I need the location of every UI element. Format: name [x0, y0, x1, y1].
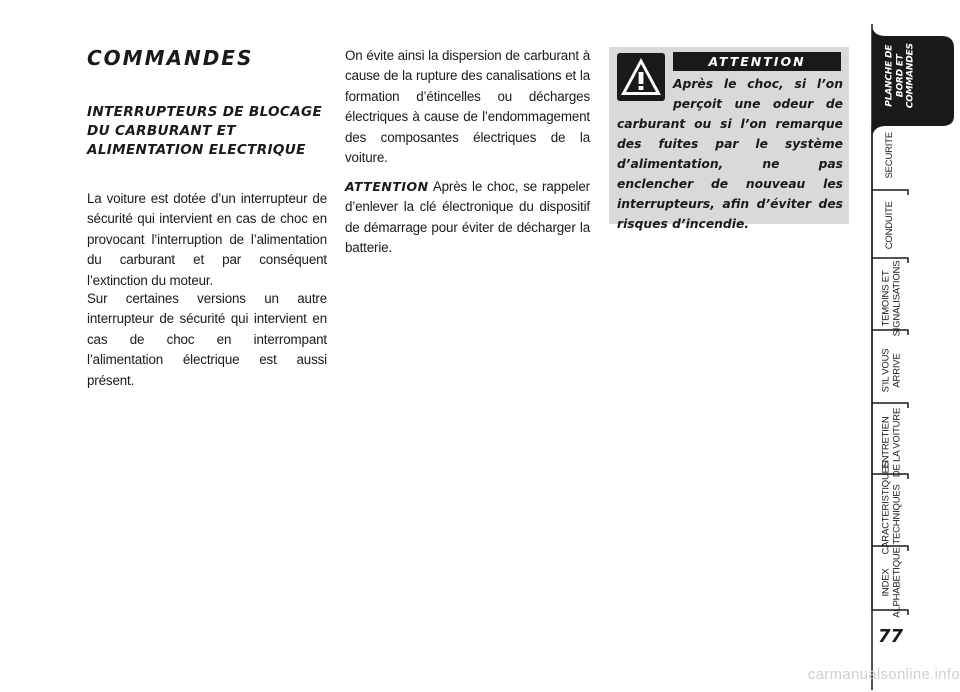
- attention-inline-text: Après le choc, se rappeler d’enlever la clé électronique du dispositif de démarrage pour éviter de décharger la batterie.: [345, 179, 590, 256]
- tab-conduite[interactable]: CONDUITE: [883, 201, 895, 250]
- watermark: carmanualsonline.info: [807, 666, 960, 683]
- page-number: 77: [878, 626, 904, 647]
- tab-planche-de-bord[interactable]: PLANCHE DE BORD ET COMMANDES: [884, 43, 916, 109]
- warning-box: [609, 47, 849, 231]
- tab-sil-vous-arrive[interactable]: S’IL VOUS ARRIVE: [880, 348, 902, 393]
- tab-entretien[interactable]: ENTRETIEN DE LA VOITURE: [880, 407, 902, 478]
- page-title: COMMANDES: [87, 46, 254, 70]
- paragraph-fuel-switch: La voiture est dotée d’un interrupteur de sécurité qui intervient en cas de choc en provocant l’interruption de l’alimentation du carburant et par conséquent l’extinction du moteur.: [87, 191, 327, 288]
- tab-temoins[interactable]: TEMOINS ET SIGNALISATIONS: [880, 260, 902, 337]
- section-subtitle: INTERRUPTEURS DE BLOCAGE DU CARBURANT ET ALIMENTATION ELECTRIQUE: [87, 104, 323, 158]
- warning-label: ATTENTION: [673, 52, 841, 71]
- warning-text: [617, 74, 843, 234]
- paragraph-electric-switch: Sur certaines versions un autre interrupteur de sécurité qui intervient en cas de choc en interrompant l’alimentation électrique est aussi présent.: [87, 291, 327, 388]
- paragraph-attention: [345, 177, 590, 259]
- paragraph-dispersion: On évite ainsi la dispersion de carburant à cause de la rupture des canalisations et la formation d’étincelles ou décharges électriques à cause de l’endommagement des composantes électriques de la voiture.: [345, 48, 590, 166]
- tab-caracteristiques[interactable]: CARACTERISTIQUES TECHNIQUES: [880, 461, 902, 555]
- attention-inline-label: ATTENTION: [345, 179, 429, 194]
- warning-text-body: Après le choc, si l’on perçoit une odeur de carburant ou si l’on remarque des fuites par le système d’alimentation, ne pas enclencher de nouveau les interrupteurs, afin d’éviter des risques d’incendie.: [617, 77, 843, 231]
- tab-index[interactable]: INDEX ALPHABETIQUE: [880, 547, 902, 618]
- chapter-tab-strip: [868, 0, 960, 692]
- tab-securite[interactable]: SECURITE: [883, 132, 895, 179]
